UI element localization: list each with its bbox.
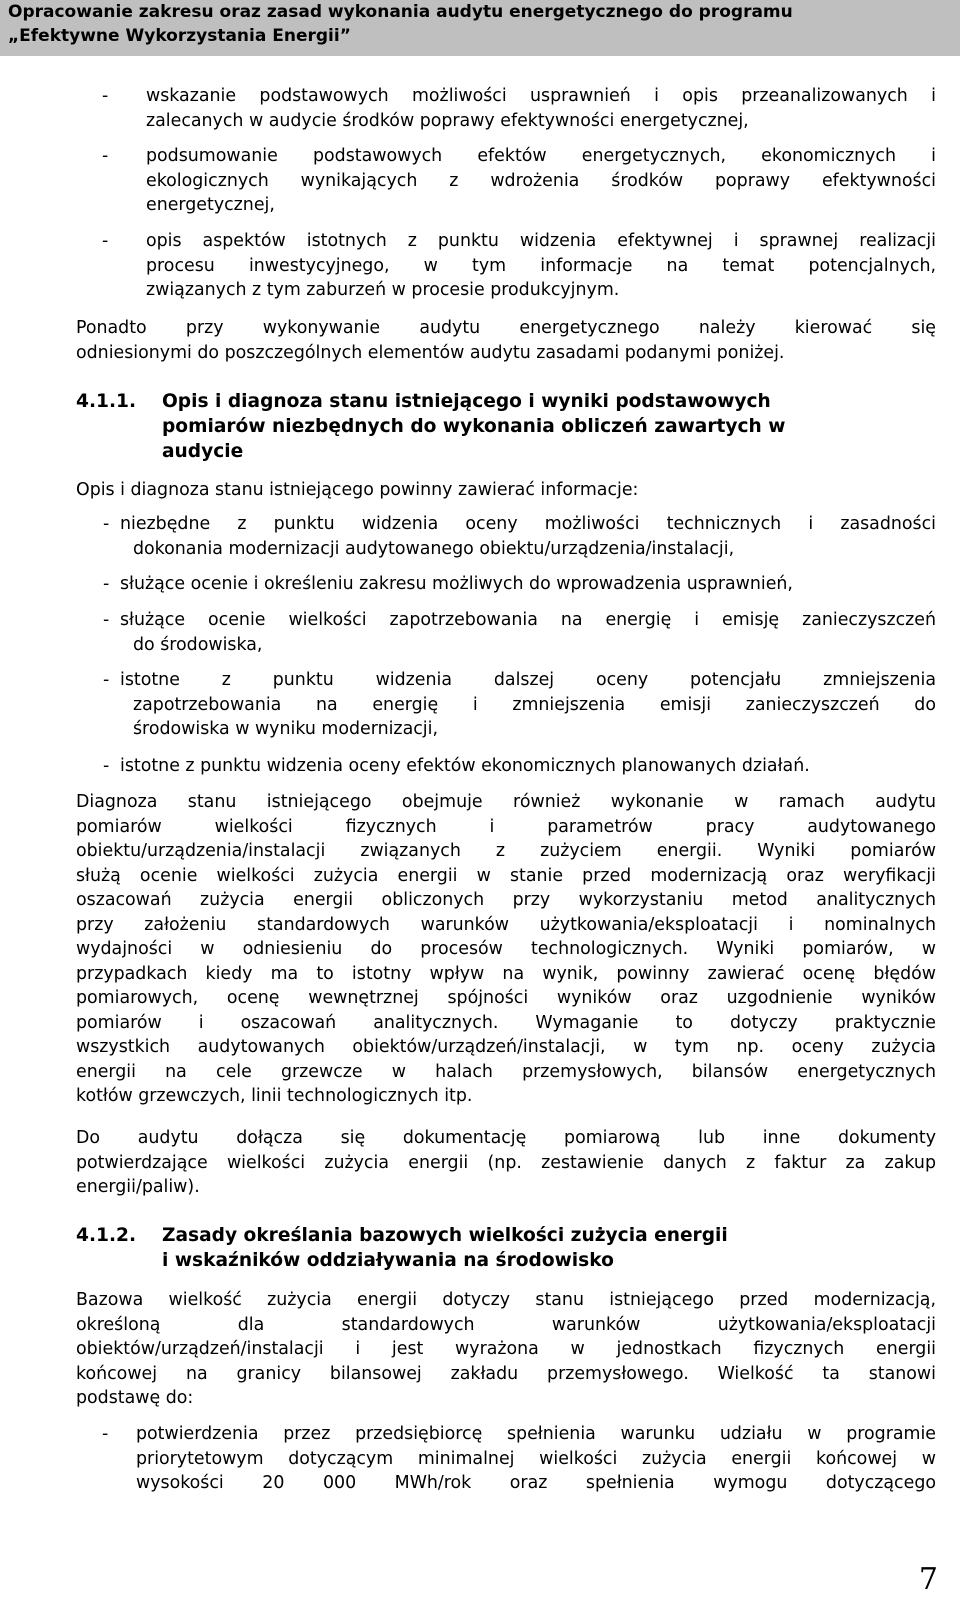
section-title-line: Opis i diagnoza stanu istniejącego i wyniki podstawowych xyxy=(162,391,771,412)
paragraph: Do audytu dołącza się dokumentację pomiarową lub inne dokumenty potwierdzające wielkości zużycia energii (np. zestawienie danych z faktur za zakup energii/paliw). xyxy=(76,1128,936,1197)
list-item: niezbędne z punktu widzenia oceny możliwości technicznych i zasadności dokonania modernizacji audytowanego obiektu/urządzenia/instalacji, xyxy=(120,514,936,559)
section-number: 4.1.2. xyxy=(76,1225,137,1246)
section-title-line: audycie xyxy=(162,441,244,462)
list-dash: - xyxy=(102,86,109,106)
section-number: 4.1.1. xyxy=(76,391,137,412)
list-item: opis aspektów istotnych z punktu widzenia efektywnej i sprawnej realizacji procesu inwestycyjnego, w tym informacje na temat potencjalnych, związanych z tym zaburzeń w procesie produkcyjnym. xyxy=(146,231,936,300)
header-title-line-2: „Efektywne Wykorzystania Energii” xyxy=(8,26,351,46)
list-item: istotne z punktu widzenia oceny efektów ekonomicznych planowanych działań. xyxy=(120,756,810,776)
list-dash: - xyxy=(103,756,110,776)
section-title-line: Zasady określania bazowych wielkości zużycia energii xyxy=(162,1225,728,1246)
header-title-line-1: Opracowanie zakresu oraz zasad wykonania audytu energetycznego do programu xyxy=(8,2,793,22)
section-title-line: i wskaźników oddziaływania na środowisko xyxy=(162,1250,614,1271)
list-item: potwierdzenia przez przedsiębiorcę spełnienia warunku udziału w programie priorytetowym dotyczącym minimalnej wielkości zużycia energii końcowej w wysokości 20 000 MWh/rok oraz spełnienia wymogu dotyczącego xyxy=(136,1424,936,1493)
paragraph: Opis i diagnoza stanu istniejącego powinny zawierać informacje: xyxy=(76,480,639,500)
list-dash: - xyxy=(103,670,110,690)
list-dash: - xyxy=(103,514,110,534)
list-item: podsumowanie podstawowych efektów energetycznych, ekonomicznych i ekologicznych wynikających z wdrożenia środków poprawy efektywności energetycznej, xyxy=(146,146,936,215)
list-dash: - xyxy=(102,1424,109,1444)
paragraph: Ponadto przy wykonywanie audytu energetycznego należy kierować się odniesionymi do poszczególnych elementów audytu zasadami podanymi poniżej. xyxy=(76,318,936,363)
paragraph: Bazowa wielkość zużycia energii dotyczy stanu istniejącego przed modernizacją, określoną dla standardowych warunków użytkowania/eksploatacji obiektów/urządzeń/instalacji i jest wyrażona w jednostkach fizycznych energii końcowej na granicy bilansowej zakładu przemysłowego. Wielkość ta stanowi podstawę do: xyxy=(76,1290,936,1408)
paragraph: Diagnoza stanu istniejącego obejmuje również wykonanie w ramach audytu pomiarów wielkości fizycznych i parametrów pracy audytowanego obiektu/urządzenia/instalacji związanych z zużyciem energii. Wyniki pomiarów służą ocenie wielkości zużycia energii w stanie przed modernizacją oraz weryfikacji oszacowań zużycia energii obliczonych przy wykorzystaniu metod analitycznych przy założeniu standardowych warunków użytkowania/eksploatacji i nominalnych wydajności w odniesieniu do procesów technologicznych. Wyniki pomiarów, w przypadkach kiedy ma to istotny wpływ na wynik, powinny zawierać ocenę błędów pomiarowych, ocenę wewnętrznej spójności wyników oraz uzgodnienie wyników pomiarów i oszacowań analitycznych. Wymaganie to dotyczy praktycznie wszystkich audytowanych obiektów/urządzeń/instalacji, w tym np. oceny zużycia energii na cele grzewcze w halach przemysłowych, bilansów energetycznych kotłów grzewczych, linii technologicznych itp. xyxy=(76,792,936,1106)
list-item: służące ocenie wielkości zapotrzebowania na energię i emisję zanieczyszczeń do środowiska, xyxy=(120,610,936,655)
list-item: służące ocenie i określeniu zakresu możliwych do wprowadzenia usprawnień, xyxy=(120,574,793,594)
list-dash: - xyxy=(103,574,110,594)
page-header xyxy=(0,0,960,56)
list-item: istotne z punktu widzenia dalszej oceny potencjału zmniejszenia zapotrzebowania na energię i zmniejszenia emisji zanieczyszczeń do środowiska w wyniku modernizacji, xyxy=(120,670,936,739)
page-number: 7 xyxy=(918,1562,938,1597)
section-title-line: pomiarów niezbędnych do wykonania obliczeń zawartych w xyxy=(162,416,786,437)
list-dash: - xyxy=(102,231,109,251)
list-dash: - xyxy=(102,146,109,166)
list-item: wskazanie podstawowych możliwości usprawnień i opis przeanalizowanych i zalecanych w audycie środków poprawy efektywności energetycznej, xyxy=(146,86,936,131)
list-dash: - xyxy=(103,610,110,630)
